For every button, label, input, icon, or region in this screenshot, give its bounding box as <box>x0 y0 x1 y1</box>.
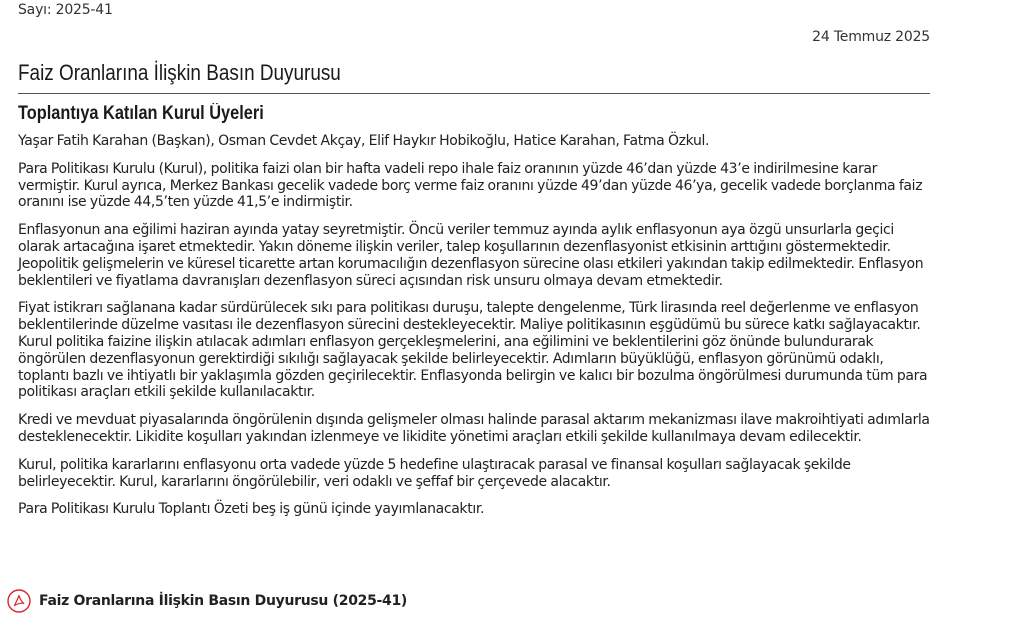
paragraph-inflation-trend: Enflasyonun ana eğilimi haziran ayında yatay seyretmiştir. Öncü veriler temmuz ayında aylık enflasyonun aya özgü unsurlarla geçici olarak artacağına işaret etmektedir. Yakın döneme ilişkin veriler, talep koşullarının dezenflasyonist etkisinin arttığını göstermektedir. Jeopolitik gelişmelerin ve küresel ticarette artan korumacılığın dezenflasyon sürecine olası etkileri yakından takip edilmektedir. Enflasyon beklentileri ve fiyatlama davranışları dezenflasyon süreci açısından risk unsuru olmaya devam etmektedir. <box>18 222 924 289</box>
paragraph-rate-decision: Para Politikası Kurulu (Kurul), politika faizi olan bir hafta vadeli repo ihale faiz oranının yüzde 46’dan yüzde 43’e indirilmesine karar vermiştir. Kurul ayrıca, Merkez Bankası gecelik vadede borç verme faiz oranını yüzde 49’dan yüzde 46’ya, gecelik vadede borçlanma faiz oranını ise yüzde 44,5’ten yüzde 41,5’e indirmiştir. <box>18 160 923 211</box>
members-list: Yaşar Fatih Karahan (Başkan), Osman Cevdet Akçay, Elif Haykır Hobikoğlu, Hatice Karahan, Fatma Özkul. <box>18 133 710 149</box>
paragraph-macroprudential: Kredi ve mevduat piyasalarında öngörülenin dışında gelişmeler olması halinde parasal aktarım mekanizması ilave makroihtiyati adımlarla desteklenecektir. Likidite koşulları yakından izlenmeye ve likidite yönetimi araçları etkili şekilde kullanılmaya devam edilecektir. <box>18 412 930 445</box>
pdf-icon[interactable] <box>7 589 31 613</box>
members-heading: Toplantıya Katılan Kurul Üyeleri <box>18 103 264 124</box>
issue-number: Sayı: 2025-41 <box>18 2 113 18</box>
paragraph-summary-notice: Para Politikası Kurulu Toplantı Özeti beş iş günü içinde yayımlanacaktır. <box>18 501 485 518</box>
release-date: 24 Temmuz 2025 <box>812 29 930 45</box>
pdf-download-link[interactable] <box>7 589 407 613</box>
title-divider <box>18 93 930 94</box>
paragraph-policy-stance: Fiyat istikrarı sağlanana kadar sürdürülecek sıkı para politikası duruşu, talepte dengelenme, Türk lirasında reel değerlenme ve enflasyon beklentilerinde düzelme vasıtası ile dezenflasyon sürecini destekleyecektir. Maliye politikasının eşgüdümü bu sürece katkı sağlayacaktır. Kurul politika faizine ilişkin atılacak adımları enflasyon gerçekleşmelerini, ana eğilimini ve beklentilerini göz önünde bulundurarak öngörülen dezenflasyonun gerektirdiği sıkılığı sağlayacak şekilde belirleyecektir. Adımların büyüklüğü, enflasyon görünümü odaklı, toplantı bazlı ve ihtiyatlı bir yaklaşımla gözden geçirilecektir. Enflasyonda belirgin ve kalıcı bir bozulma öngörülmesi durumunda tüm para politikası araçları etkili şekilde kullanılacaktır. <box>18 300 928 401</box>
release-body <box>18 133 930 529</box>
paragraph-target: Kurul, politika kararlarını enflasyonu orta vadede yüzde 5 hedefine ulaştıracak parasal ve finansal koşulları sağlayacak şekilde belirleyecektir. Kurul, kararlarını öngörülebilir, veri odaklı ve şeffaf bir çerçevede alacaktır. <box>18 456 851 490</box>
page-title: Faiz Oranlarına İlişkin Basın Duyurusu <box>18 60 341 85</box>
pdf-download-label[interactable]: Faiz Oranlarına İlişkin Basın Duyurusu (2025-41) <box>39 593 408 609</box>
